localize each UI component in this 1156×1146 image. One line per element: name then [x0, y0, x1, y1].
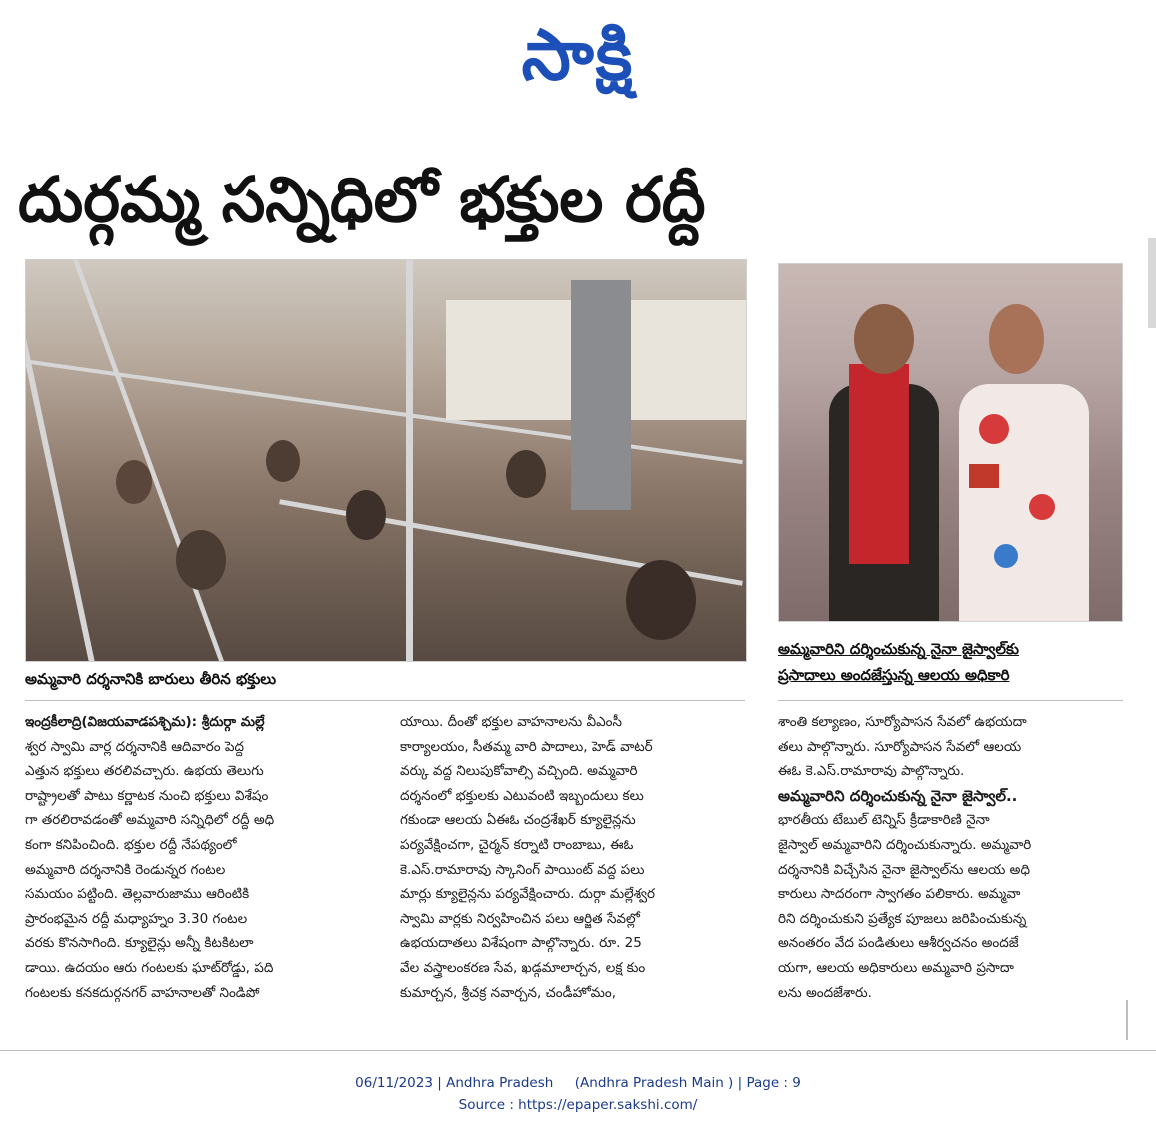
article-line: దర్శనానికి విచ్చేసిన నైనా జైస్వాల్‌ను ఆలయ అధి [778, 861, 1031, 878]
crowd-queue-photo [25, 259, 747, 662]
article-line: గకుండా ఆలయ ఏఈఓ చంద్రశేఖర్ క్యూలైన్లను [400, 812, 636, 829]
divider [25, 700, 745, 701]
article-line: గా తరలిరావడంతో అమ్మవారి సన్నిధిలో రద్దీ అధి [25, 812, 275, 829]
article-column-3 [778, 710, 1123, 1005]
dateline-line: ఇంద్రకీలాద్రి(విజయవాడపశ్చిమ): శ్రీదుర్గా మల్లే [25, 714, 265, 730]
article-line: వేల వస్త్రాలంకరణ సేవ, ఖడ్గమాలార్చన, లక్ష కుం [400, 959, 646, 976]
article-line: సమయం పట్టింది. తెల్లవారుజాము ఆరింటికి [25, 886, 250, 903]
divider [1126, 1000, 1128, 1040]
article-line: పర్యవేక్షించగా, చైర్మన్ కర్నాటి రాంబాబు, ఈఓ [400, 836, 634, 853]
article-line: డాయి. ఉదయం ఆరు గంటలకు ఘాట్‌రోడ్డు, పది [25, 959, 274, 976]
article-line: శ్వర స్వామి వార్ల దర్శనానికి ఆదివారం పెద్ద [25, 738, 244, 755]
article-line: తలు పాల్గొన్నారు. సూర్యోపాసన సేవలో ఆలయ [778, 738, 1022, 755]
article-line: వర్కు వద్ద నిలుపుకోవాల్సి వచ్చింది. అమ్మవారి [400, 763, 638, 780]
article-line: స్వామి వార్లకు నిర్వహించిన పలు ఆర్జిత సేవల్లో [400, 910, 640, 927]
article-line: రాష్ట్రాలతో పాటు కర్ణాటక నుంచి భక్తులు విశేషం [25, 787, 269, 804]
article-line: లను అందజేశారు. [778, 984, 872, 1001]
article-line: యాయి. దీంతో భక్తుల వాహనాలను వీఎంసీ [400, 714, 622, 730]
left-photo-caption: అమ్మవారి దర్శనానికి బారులు తీరిన భక్తులు [25, 670, 277, 688]
article-line: భారతీయ టేబుల్ టెన్నిస్ క్రీడాకారిణి నైనా [778, 812, 990, 829]
article-line: ఉభయదాతలు విశేషంగా పాల్గొన్నారు. రూ. 25 [400, 935, 642, 952]
article-column-2 [400, 710, 745, 1005]
article-line: యగా, ఆలయ అధికారులు అమ్మవారి ప్రసాదా [778, 959, 1014, 976]
page-edge-marker [1148, 238, 1156, 328]
article-column-1 [25, 710, 370, 1005]
article-line: కె.ఎస్.రామారావు స్కానింగ్ పాయింట్ వద్ద పలు [400, 861, 645, 878]
article-line: కంగా కనిపించింది. భక్తుల రద్దీ నేపథ్యంలో [25, 836, 237, 853]
article-line: కుమార్చన, శ్రీచక్ర నవార్చన, చండీహోమం, [400, 984, 617, 1001]
footer-source-link[interactable]: Source : https://epaper.sakshi.com/ [458, 1097, 698, 1113]
article-line: కార్యాలయం, సీతమ్మ వారి పాదాలు, హెడ్ వాటర్ [400, 738, 653, 755]
right-caption-line: అమ్మవారిని దర్శించుకున్న నైనా జైస్వాల్‌కు [778, 640, 1019, 658]
article-line: ప్రారంభమైన రద్దీ మధ్యాహ్నం 3.30 గంటల [25, 910, 248, 927]
article-line: అనంతరం వేద పండితులు ఆశీర్వచనం అందజే [778, 935, 1019, 952]
masthead-logo: సాక్షి [521, 14, 635, 96]
article-line: జైస్వాల్ అమ్మవారిని దర్శించుకున్నారు. అమ్మవారి [778, 836, 1032, 853]
article-line: గంటలకు కనకదుర్గనగర్ వాహనాలతో నిండిపో [25, 984, 260, 1001]
divider [778, 700, 1123, 701]
right-photo-caption [778, 636, 1019, 688]
article-line [25, 710, 370, 735]
right-caption-line: ప్రసాదాలు అందజేస్తున్న ఆలయ అధికారి [778, 666, 1010, 684]
article-line: కారులు సాదరంగా స్వాగతం పలికారు. అమ్మవా [778, 886, 1021, 903]
article-line: ఈఓ కె.ఎస్.రామారావు పాల్గొన్నారు. [778, 763, 965, 780]
article-line: అమ్మవారి దర్శనానికి రెండున్నర గంటల [25, 861, 226, 878]
article-headline: దుర్గమ్మ సన్నిధిలో భక్తుల రద్దీ [18, 163, 706, 236]
prasadam-photo [778, 263, 1123, 622]
article-line: ఎత్తున భక్తులు తరలివచ్చారు. ఉభయ తెలుగు [25, 763, 264, 780]
article-line: శాంతి కల్యాణం, సూర్యోపాసన సేవలో ఉభయదా [778, 714, 1027, 730]
article-line: వరకు కొనసాగింది. క్యూలైన్లు అన్నీ కిటకిటలా [25, 935, 254, 952]
article-subhead: అమ్మవారిని దర్శించుకున్న నైనా జైస్వాల్.. [778, 786, 1018, 805]
footer-edition-info: 06/11/2023 | Andhra Pradesh (Andhra Pradesh Main ) | Page : 9 [355, 1075, 801, 1091]
article-line: రిని దర్శించుకుని ప్రత్యేక పూజలు జరిపించుకున్న [778, 910, 1027, 927]
divider [0, 1050, 1156, 1051]
article-line: మార్లు క్యూలైన్లను పర్యవేక్షించారు. దుర్గా మల్లేశ్వర [400, 886, 656, 903]
article-line: దర్శనంలో భక్తులకు ఎటువంటి ఇబ్బందులు కలు [400, 787, 644, 804]
